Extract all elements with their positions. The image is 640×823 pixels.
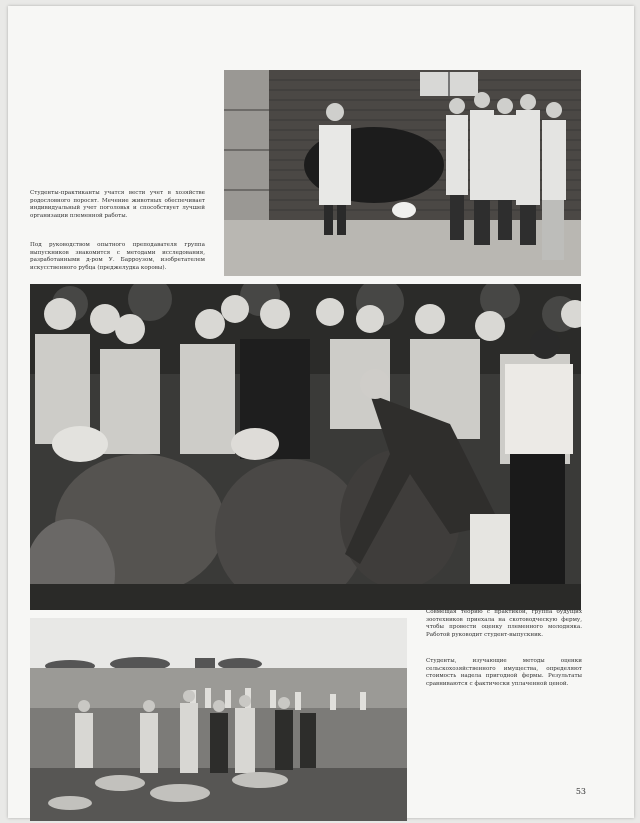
caption-land-valuation: Студенты, изучающие методы оценки сельскохозяйственного имущества, определяют стоимость надела пригодной фермы. Результаты сравниваются с фактически уплаченной ценой. xyxy=(426,658,582,687)
photo-cattle-judging xyxy=(30,284,581,610)
magazine-page xyxy=(8,6,634,818)
photo-field-survey xyxy=(30,618,407,821)
caption-students-recording: Студенты-практиканты учатся вести учет в хозяйстве родословного поросят. Мечение животных обеспечивает индивидуальный учет поголовья и способствует лучшей организации племенной работы. xyxy=(30,190,205,219)
caption-rumen-research: Под руководством опытного преподавателя группа выпускников знакомится с методами исследования, разработанными д-ром У. Барроузом, изобретателем искусственного рубца (преджелудка коровы). xyxy=(30,242,205,271)
page-number: 53 xyxy=(575,787,586,796)
photo-barn-students xyxy=(224,70,581,276)
caption-cattle-judging: Совмещая теорию с практикой, группа будущих зоотехников приехала на скотоводческую ферму, чтобы провести оценку племенного молодняка. Работой руководит студент-выпускник. xyxy=(426,609,582,638)
